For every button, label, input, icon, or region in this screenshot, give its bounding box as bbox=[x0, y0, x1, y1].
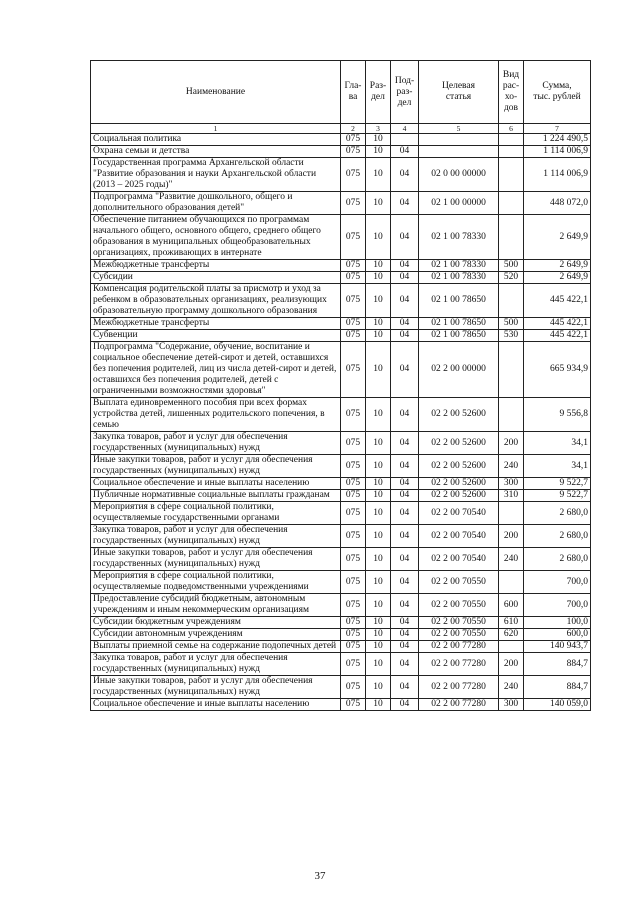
row-target-article: 02 2 00 52600 bbox=[419, 478, 499, 490]
table-row bbox=[91, 629, 591, 641]
column-number: 6 bbox=[499, 124, 524, 134]
row-section: 10 bbox=[366, 455, 391, 478]
row-section: 10 bbox=[366, 342, 391, 398]
row-expense-type: 310 bbox=[499, 490, 524, 502]
row-section: 10 bbox=[366, 284, 391, 318]
column-number: 2 bbox=[341, 124, 366, 134]
row-name: Социальное обеспечение и иные выплаты населению bbox=[91, 699, 341, 711]
header-name: Наименование bbox=[91, 61, 341, 124]
row-chapter: 075 bbox=[341, 571, 366, 594]
row-chapter: 075 bbox=[341, 617, 366, 629]
row-name: Межбюджетные трансферты bbox=[91, 318, 341, 330]
row-target-article: 02 2 00 70540 bbox=[419, 548, 499, 571]
row-section: 10 bbox=[366, 146, 391, 158]
row-amount: 140 943,7 bbox=[524, 641, 591, 653]
row-expense-type: 200 bbox=[499, 525, 524, 548]
row-expense-type: 300 bbox=[499, 478, 524, 490]
row-expense-type: 300 bbox=[499, 699, 524, 711]
header-row bbox=[91, 61, 591, 124]
row-name: Обеспечение питанием обучающихся по программам начального общего, основного общего, среднего общего образования в муниципальных общеобразовательных организациях, проживающих в интернате bbox=[91, 215, 341, 260]
table-row bbox=[91, 215, 591, 260]
table-row bbox=[91, 490, 591, 502]
row-section: 10 bbox=[366, 641, 391, 653]
row-section: 10 bbox=[366, 134, 391, 146]
row-expense-type: 200 bbox=[499, 653, 524, 676]
row-subsection: 04 bbox=[391, 342, 419, 398]
row-subsection: 04 bbox=[391, 260, 419, 272]
row-amount: 665 934,9 bbox=[524, 342, 591, 398]
table-row bbox=[91, 548, 591, 571]
row-subsection: 04 bbox=[391, 272, 419, 284]
row-name: Мероприятия в сфере социальной политики, осуществляемые государственными органами bbox=[91, 502, 341, 525]
row-expense-type: 240 bbox=[499, 676, 524, 699]
row-section: 10 bbox=[366, 330, 391, 342]
table-row bbox=[91, 594, 591, 617]
row-name: Выплата единовременного пособия при всех формах устройства детей, лишенных родительского попечения, в семью bbox=[91, 398, 341, 432]
row-section: 10 bbox=[366, 548, 391, 571]
column-number: 7 bbox=[524, 124, 591, 134]
row-chapter: 075 bbox=[341, 548, 366, 571]
row-amount: 2 649,9 bbox=[524, 215, 591, 260]
row-amount: 2 649,9 bbox=[524, 260, 591, 272]
header-target-article: Целевая статья bbox=[419, 61, 499, 124]
row-subsection: 04 bbox=[391, 478, 419, 490]
row-target-article: 02 1 00 78330 bbox=[419, 215, 499, 260]
row-amount: 2 680,0 bbox=[524, 502, 591, 525]
row-chapter: 075 bbox=[341, 284, 366, 318]
row-amount: 445 422,1 bbox=[524, 330, 591, 342]
row-expense-type: 240 bbox=[499, 548, 524, 571]
row-subsection: 04 bbox=[391, 594, 419, 617]
row-name: Межбюджетные трансферты bbox=[91, 260, 341, 272]
row-expense-type bbox=[499, 398, 524, 432]
row-name: Иные закупки товаров, работ и услуг для обеспечения государственных (муниципальных) нужд bbox=[91, 455, 341, 478]
row-amount: 34,1 bbox=[524, 432, 591, 455]
table-row bbox=[91, 571, 591, 594]
row-subsection: 04 bbox=[391, 158, 419, 192]
row-target-article: 02 2 00 52600 bbox=[419, 455, 499, 478]
row-section: 10 bbox=[366, 525, 391, 548]
table-row bbox=[91, 676, 591, 699]
row-name: Субсидии бюджетным учреждениям bbox=[91, 617, 341, 629]
row-chapter: 075 bbox=[341, 455, 366, 478]
row-subsection: 04 bbox=[391, 490, 419, 502]
row-section: 10 bbox=[366, 158, 391, 192]
row-subsection: 04 bbox=[391, 699, 419, 711]
column-number: 1 bbox=[91, 124, 341, 134]
row-name: Выплаты приемной семье на содержание подопечных детей bbox=[91, 641, 341, 653]
row-amount: 9 556,8 bbox=[524, 398, 591, 432]
row-target-article: 02 2 00 77280 bbox=[419, 699, 499, 711]
row-subsection: 04 bbox=[391, 330, 419, 342]
row-target-article bbox=[419, 146, 499, 158]
table-row bbox=[91, 653, 591, 676]
row-section: 10 bbox=[366, 490, 391, 502]
row-expense-type: 530 bbox=[499, 330, 524, 342]
row-amount: 2 680,0 bbox=[524, 548, 591, 571]
header-amount: Сумма, тыс. рублей bbox=[524, 61, 591, 124]
row-expense-type: 520 bbox=[499, 272, 524, 284]
table-row bbox=[91, 342, 591, 398]
row-expense-type bbox=[499, 158, 524, 192]
row-amount: 2 680,0 bbox=[524, 525, 591, 548]
row-target-article: 02 2 00 70550 bbox=[419, 617, 499, 629]
table-row bbox=[91, 398, 591, 432]
row-expense-type bbox=[499, 641, 524, 653]
row-chapter: 075 bbox=[341, 318, 366, 330]
row-amount: 34,1 bbox=[524, 455, 591, 478]
row-expense-type bbox=[499, 502, 524, 525]
row-target-article: 02 2 00 52600 bbox=[419, 432, 499, 455]
row-amount: 448 072,0 bbox=[524, 192, 591, 215]
row-expense-type: 500 bbox=[499, 260, 524, 272]
row-name: Иные закупки товаров, работ и услуг для обеспечения государственных (муниципальных) нужд bbox=[91, 676, 341, 699]
row-chapter: 075 bbox=[341, 330, 366, 342]
row-subsection: 04 bbox=[391, 318, 419, 330]
row-name: Мероприятия в сфере социальной политики, осуществляемые подведомственными учреждениями bbox=[91, 571, 341, 594]
row-target-article: 02 0 00 00000 bbox=[419, 158, 499, 192]
row-chapter: 075 bbox=[341, 134, 366, 146]
row-target-article: 02 2 00 70550 bbox=[419, 629, 499, 641]
row-expense-type bbox=[499, 284, 524, 318]
row-section: 10 bbox=[366, 699, 391, 711]
row-section: 10 bbox=[366, 260, 391, 272]
row-target-article: 02 1 00 78330 bbox=[419, 260, 499, 272]
row-amount: 884,7 bbox=[524, 653, 591, 676]
row-target-article: 02 2 00 70550 bbox=[419, 594, 499, 617]
row-section: 10 bbox=[366, 272, 391, 284]
row-chapter: 075 bbox=[341, 629, 366, 641]
row-name: Социальное обеспечение и иные выплаты населению bbox=[91, 478, 341, 490]
table-row bbox=[91, 641, 591, 653]
column-number: 4 bbox=[391, 124, 419, 134]
table-row bbox=[91, 330, 591, 342]
table-row bbox=[91, 284, 591, 318]
row-amount: 884,7 bbox=[524, 676, 591, 699]
row-name: Субвенции bbox=[91, 330, 341, 342]
row-chapter: 075 bbox=[341, 653, 366, 676]
row-subsection: 04 bbox=[391, 432, 419, 455]
page-number: 37 bbox=[314, 870, 326, 882]
row-amount: 140 059,0 bbox=[524, 699, 591, 711]
row-target-article: 02 1 00 78650 bbox=[419, 284, 499, 318]
row-chapter: 075 bbox=[341, 525, 366, 548]
row-amount: 445 422,1 bbox=[524, 284, 591, 318]
row-section: 10 bbox=[366, 478, 391, 490]
row-name: Субсидии автономным учреждениям bbox=[91, 629, 341, 641]
row-chapter: 075 bbox=[341, 432, 366, 455]
row-section: 10 bbox=[366, 502, 391, 525]
row-target-article: 02 2 00 52600 bbox=[419, 490, 499, 502]
row-chapter: 075 bbox=[341, 641, 366, 653]
row-target-article: 02 2 00 52600 bbox=[419, 398, 499, 432]
row-target-article: 02 1 00 78330 bbox=[419, 272, 499, 284]
table-row bbox=[91, 478, 591, 490]
row-section: 10 bbox=[366, 318, 391, 330]
row-name: Предоставление субсидий бюджетным, автономным учреждениям и иным некоммерческим организациям bbox=[91, 594, 341, 617]
header-subsection: Под- раз- дел bbox=[391, 61, 419, 124]
row-expense-type bbox=[499, 342, 524, 398]
row-chapter: 075 bbox=[341, 192, 366, 215]
row-subsection: 04 bbox=[391, 192, 419, 215]
row-expense-type bbox=[499, 146, 524, 158]
table-row bbox=[91, 699, 591, 711]
table-row bbox=[91, 146, 591, 158]
row-subsection: 04 bbox=[391, 455, 419, 478]
row-target-article: 02 2 00 70540 bbox=[419, 525, 499, 548]
table-row bbox=[91, 134, 591, 146]
row-name: Подпрограмма "Развитие дошкольного, общего и дополнительного образования детей" bbox=[91, 192, 341, 215]
budget-table bbox=[90, 60, 591, 711]
row-target-article bbox=[419, 134, 499, 146]
row-chapter: 075 bbox=[341, 398, 366, 432]
row-name: Субсидии bbox=[91, 272, 341, 284]
row-chapter: 075 bbox=[341, 490, 366, 502]
row-amount: 9 522,7 bbox=[524, 490, 591, 502]
row-section: 10 bbox=[366, 432, 391, 455]
row-section: 10 bbox=[366, 398, 391, 432]
row-subsection: 04 bbox=[391, 284, 419, 318]
row-chapter: 075 bbox=[341, 699, 366, 711]
row-subsection: 04 bbox=[391, 629, 419, 641]
row-expense-type: 500 bbox=[499, 318, 524, 330]
row-subsection: 04 bbox=[391, 676, 419, 699]
row-chapter: 075 bbox=[341, 158, 366, 192]
row-subsection: 04 bbox=[391, 502, 419, 525]
table-row bbox=[91, 525, 591, 548]
row-subsection: 04 bbox=[391, 146, 419, 158]
row-subsection: 04 bbox=[391, 215, 419, 260]
row-target-article: 02 2 00 00000 bbox=[419, 342, 499, 398]
table-row bbox=[91, 617, 591, 629]
row-expense-type: 200 bbox=[499, 432, 524, 455]
row-subsection: 04 bbox=[391, 398, 419, 432]
row-name: Подпрограмма "Содержание, обучение, воспитание и социальное обеспечение детей-сирот и детей, оставшихся без попечения родителей, лиц из числа детей-сирот и детей, оставшихся без попечения родителей, детей с ограниченными возможностями здоровья" bbox=[91, 342, 341, 398]
table-row bbox=[91, 158, 591, 192]
row-amount: 1 114 006,9 bbox=[524, 158, 591, 192]
table-body bbox=[91, 134, 591, 711]
row-amount: 600,0 bbox=[524, 629, 591, 641]
column-number: 5 bbox=[419, 124, 499, 134]
row-subsection: 04 bbox=[391, 571, 419, 594]
row-target-article: 02 2 00 77280 bbox=[419, 641, 499, 653]
row-amount: 9 522,7 bbox=[524, 478, 591, 490]
row-amount: 2 649,9 bbox=[524, 272, 591, 284]
row-target-article: 02 2 00 70540 bbox=[419, 502, 499, 525]
row-chapter: 075 bbox=[341, 260, 366, 272]
row-expense-type: 610 bbox=[499, 617, 524, 629]
row-amount: 1 114 006,9 bbox=[524, 146, 591, 158]
row-section: 10 bbox=[366, 594, 391, 617]
row-chapter: 075 bbox=[341, 342, 366, 398]
row-chapter: 075 bbox=[341, 676, 366, 699]
table-row bbox=[91, 432, 591, 455]
row-chapter: 075 bbox=[341, 272, 366, 284]
table-row bbox=[91, 455, 591, 478]
row-name: Закупка товаров, работ и услуг для обеспечения государственных (муниципальных) нужд bbox=[91, 525, 341, 548]
row-name: Социальная политика bbox=[91, 134, 341, 146]
row-chapter: 075 bbox=[341, 502, 366, 525]
row-amount: 700,0 bbox=[524, 594, 591, 617]
row-amount: 700,0 bbox=[524, 571, 591, 594]
header-expense-type: Вид рас- хо- дов bbox=[499, 61, 524, 124]
row-name: Государственная программа Архангельской области "Развитие образования и науки Архангельской области (2013 – 2025 годы)" bbox=[91, 158, 341, 192]
table-row bbox=[91, 318, 591, 330]
row-subsection bbox=[391, 134, 419, 146]
row-subsection: 04 bbox=[391, 617, 419, 629]
table-row bbox=[91, 260, 591, 272]
row-name: Иные закупки товаров, работ и услуг для обеспечения государственных (муниципальных) нужд bbox=[91, 548, 341, 571]
row-target-article: 02 2 00 70550 bbox=[419, 571, 499, 594]
column-number-row bbox=[91, 124, 591, 134]
row-section: 10 bbox=[366, 676, 391, 699]
row-section: 10 bbox=[366, 192, 391, 215]
header-section: Раз- дел bbox=[366, 61, 391, 124]
row-name: Публичные нормативные социальные выплаты гражданам bbox=[91, 490, 341, 502]
row-name: Компенсация родительской платы за присмотр и уход за ребенком в образовательных организациях, реализующих образовательную программу дошкольного образования bbox=[91, 284, 341, 318]
row-section: 10 bbox=[366, 653, 391, 676]
row-chapter: 075 bbox=[341, 594, 366, 617]
row-expense-type bbox=[499, 571, 524, 594]
row-amount: 445 422,1 bbox=[524, 318, 591, 330]
row-name: Закупка товаров, работ и услуг для обеспечения государственных (муниципальных) нужд bbox=[91, 653, 341, 676]
row-target-article: 02 1 00 78650 bbox=[419, 330, 499, 342]
row-section: 10 bbox=[366, 215, 391, 260]
row-chapter: 075 bbox=[341, 146, 366, 158]
table-row bbox=[91, 272, 591, 284]
row-target-article: 02 2 00 77280 bbox=[419, 653, 499, 676]
row-name: Охрана семьи и детства bbox=[91, 146, 341, 158]
row-amount: 100,0 bbox=[524, 617, 591, 629]
row-subsection: 04 bbox=[391, 641, 419, 653]
row-section: 10 bbox=[366, 571, 391, 594]
table-row bbox=[91, 502, 591, 525]
row-expense-type bbox=[499, 192, 524, 215]
row-expense-type: 240 bbox=[499, 455, 524, 478]
row-target-article: 02 1 00 78650 bbox=[419, 318, 499, 330]
row-expense-type bbox=[499, 134, 524, 146]
row-subsection: 04 bbox=[391, 548, 419, 571]
row-subsection: 04 bbox=[391, 525, 419, 548]
column-number: 3 bbox=[366, 124, 391, 134]
row-section: 10 bbox=[366, 629, 391, 641]
row-target-article: 02 1 00 00000 bbox=[419, 192, 499, 215]
header-chapter: Гла- ва bbox=[341, 61, 366, 124]
table-row bbox=[91, 192, 591, 215]
row-name: Закупка товаров, работ и услуг для обеспечения государственных (муниципальных) нужд bbox=[91, 432, 341, 455]
row-chapter: 075 bbox=[341, 215, 366, 260]
row-chapter: 075 bbox=[341, 478, 366, 490]
row-expense-type bbox=[499, 215, 524, 260]
row-expense-type: 600 bbox=[499, 594, 524, 617]
row-section: 10 bbox=[366, 617, 391, 629]
row-expense-type: 620 bbox=[499, 629, 524, 641]
row-amount: 1 224 490,5 bbox=[524, 134, 591, 146]
row-target-article: 02 2 00 77280 bbox=[419, 676, 499, 699]
row-subsection: 04 bbox=[391, 653, 419, 676]
